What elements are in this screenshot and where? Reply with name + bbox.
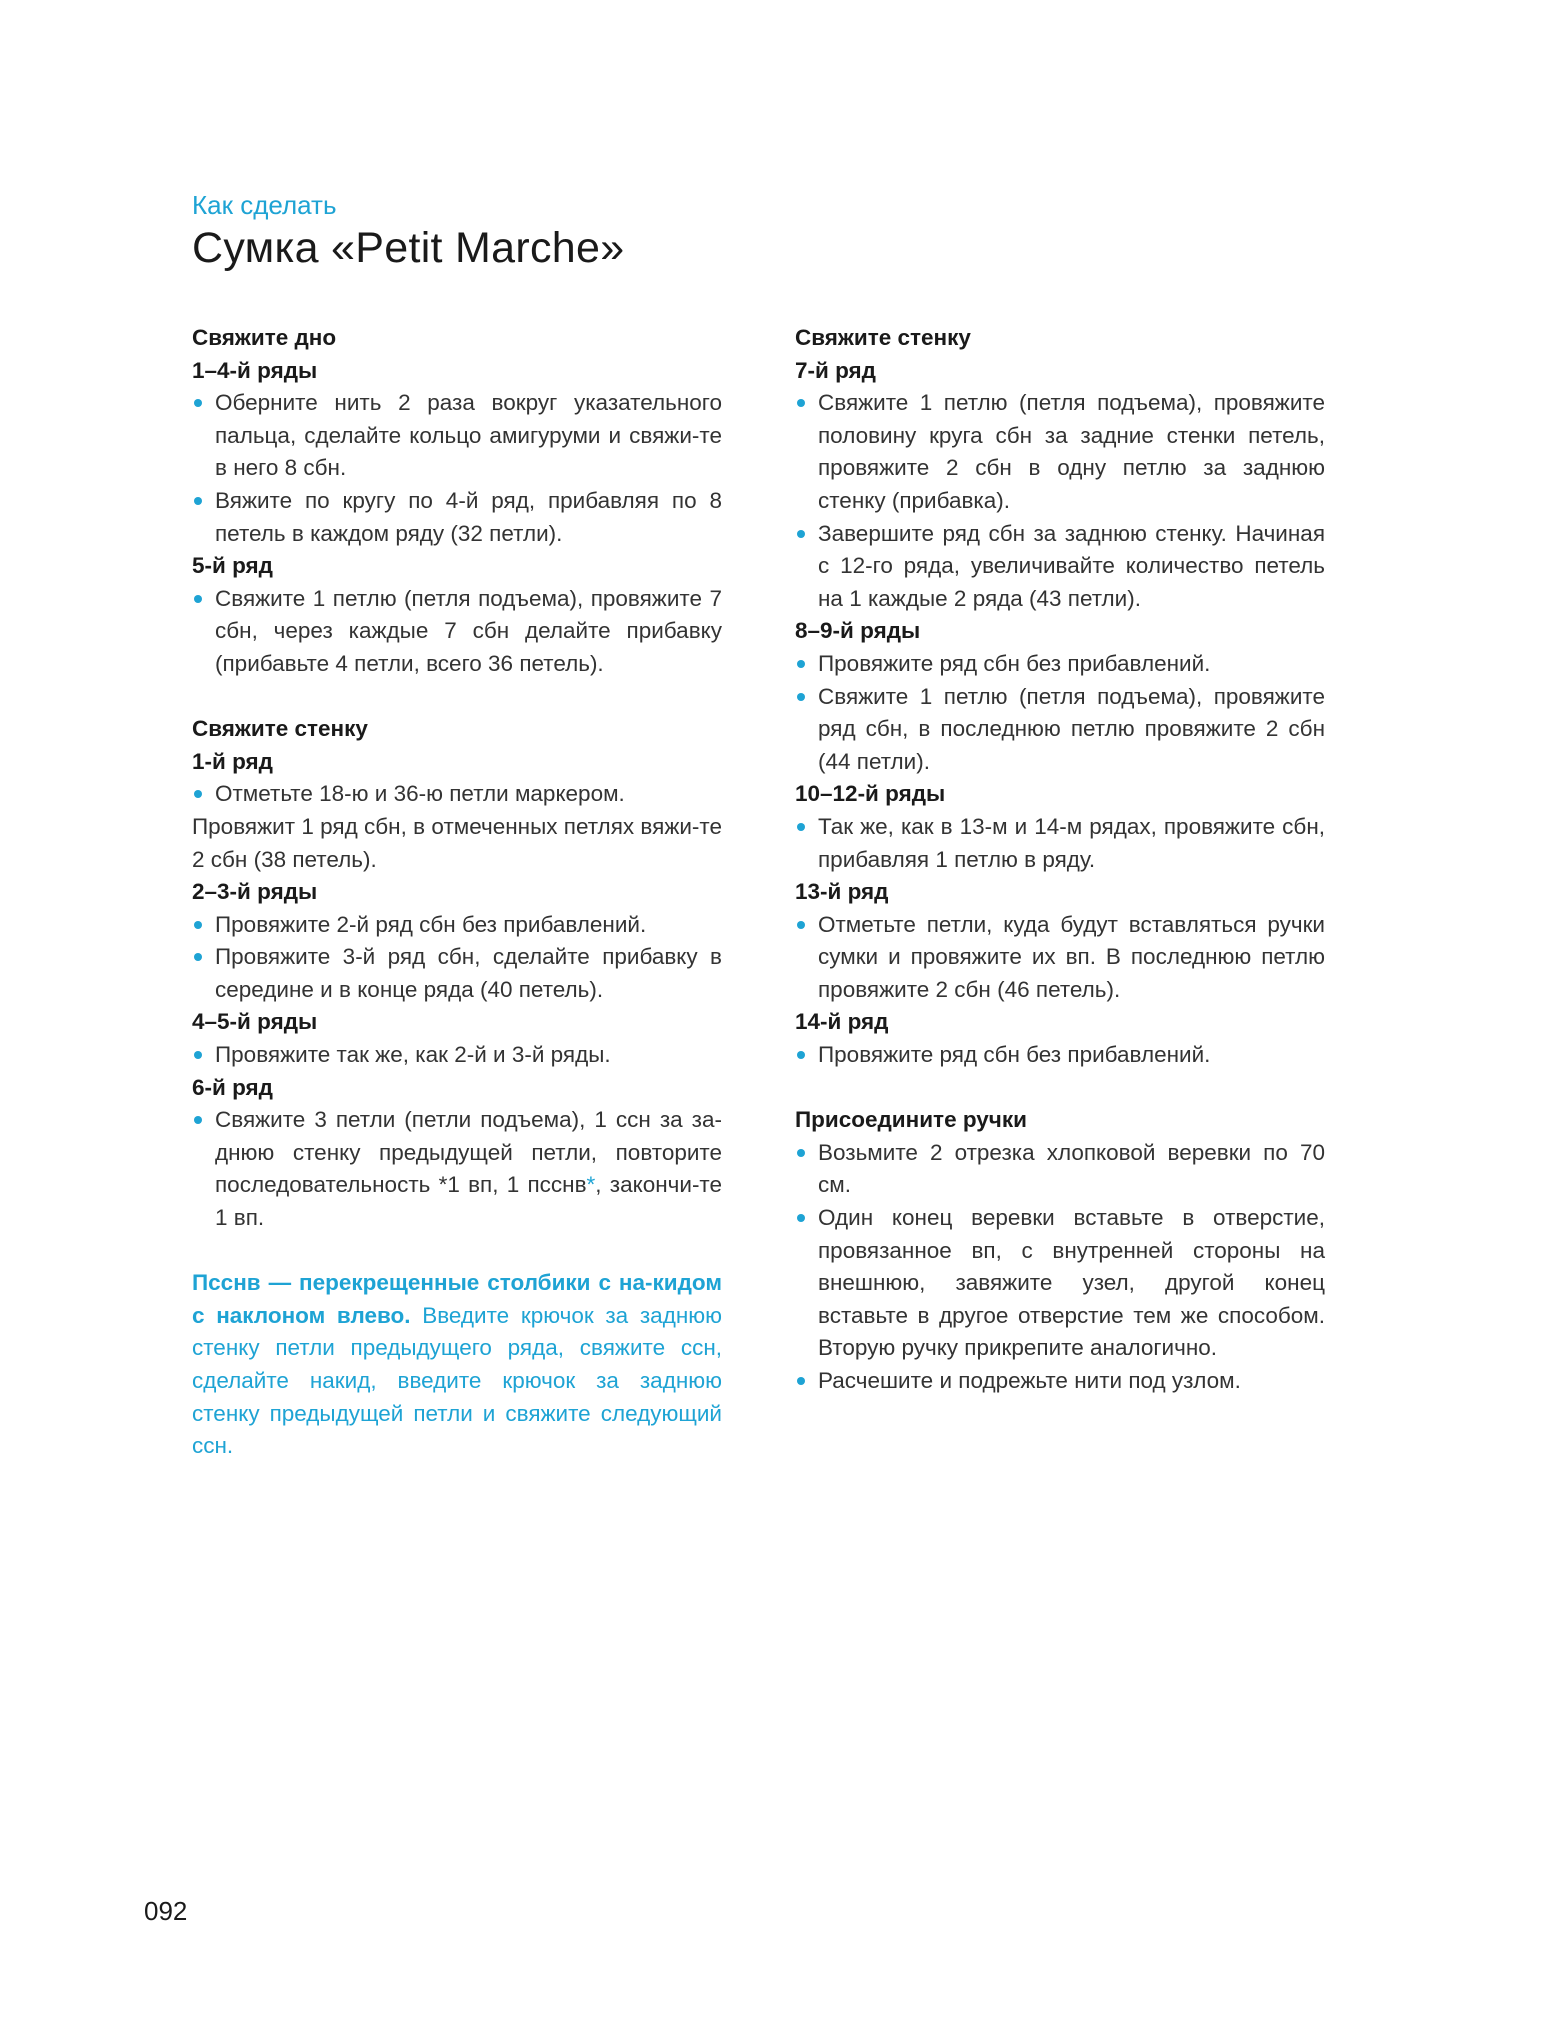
list-item-text: , закончи-те 1 вп.	[215, 1172, 722, 1231]
instruction-list	[795, 648, 1325, 778]
row-title: 6-й ряд	[192, 1074, 273, 1100]
instruction-list	[192, 778, 722, 811]
list-item: Свяжите 1 петлю (петля подъема), провяжите половину круга сбн за задние стенки петель, провяжите 2 сбн в одну петлю за заднюю стенку (прибавка).	[795, 387, 1325, 517]
row-title: 5-й ряд	[192, 553, 273, 579]
list-item: Отметьте петли, куда будут вставляться ручки сумки и провяжите их вп. В последнюю петлю провяжите 2 сбн (46 петель).	[795, 909, 1325, 1007]
list-item: Вяжите по кругу по 4-й ряд, прибавляя по 8 петель в каждом ряду (32 петли).	[192, 485, 722, 550]
section-heading-bottom: Свяжите дно	[192, 325, 337, 350]
instruction-list	[795, 1039, 1325, 1072]
row-title: 1–4-й ряды	[192, 357, 318, 383]
list-item: Один конец веревки вставьте в отверстие, провязанное вп, с внутренней стороны на внешнюю, завяжите узел, другой конец вставьте в другое отверстие тем же способом. Вторую ручку прикрепите аналогично.	[795, 1202, 1325, 1365]
stitch-note-text: Введите крючок за заднюю стенку петли предыдущего ряда, свяжите ссн, сделайте накид, введите крючок за заднюю стенку предыдущей петли и свяжите следующий ссн.	[192, 1302, 722, 1459]
row-title: 8–9-й ряды	[795, 618, 921, 644]
right-column	[795, 322, 1325, 1398]
left-column	[192, 322, 722, 1463]
instruction-list	[192, 1039, 722, 1072]
instruction-list	[795, 1137, 1325, 1398]
instruction-list	[192, 387, 722, 550]
section-heading-wall: Свяжите стенку	[795, 325, 971, 350]
list-item-text: Свяжите 3 петли (петли подъема), 1 ссн за за-днюю стенку предыдущей петли, повторите последовательность *1 вп, 1 псснв	[215, 1107, 722, 1198]
row-title: 1-й ряд	[192, 748, 273, 774]
instruction-paragraph: Провяжит 1 ряд сбн, в отмеченных петлях вяжи-те 2 сбн (38 петель).	[192, 813, 722, 872]
list-item: Свяжите 1 петлю (петля подъема), провяжите 7 сбн, через каждые 7 сбн делайте прибавку (прибавьте 4 петли, всего 36 петель).	[192, 583, 722, 681]
list-item: Так же, как в 13-м и 14-м рядах, провяжите сбн, прибавляя 1 петлю в ряду.	[795, 811, 1325, 876]
section-kicker: Как сделать	[192, 190, 337, 220]
stitch-note	[192, 1267, 722, 1463]
list-item: Возьмите 2 отрезка хлопковой веревки по 70 см.	[795, 1137, 1325, 1202]
page-number: 092	[144, 1896, 188, 1926]
spacer	[192, 681, 722, 714]
stitch-note-term: Псснв — перекрещенные столбики с на-кидом с наклоном влево.	[192, 1270, 722, 1328]
instruction-list	[192, 1104, 722, 1234]
list-item: Провяжите ряд сбн без прибавлений.	[795, 1039, 1325, 1072]
instruction-list	[192, 583, 722, 681]
spacer	[192, 1235, 722, 1268]
row-title: 13-й ряд	[795, 879, 889, 905]
page-title: Сумка «Petit Marche»	[192, 224, 625, 272]
list-item: Провяжите ряд сбн без прибавлений.	[795, 648, 1325, 681]
instruction-list	[192, 909, 722, 1007]
row-title: 7-й ряд	[795, 357, 876, 383]
row-title: 2–3-й ряды	[192, 879, 318, 905]
footnote-star: *	[586, 1172, 596, 1198]
instruction-list	[795, 909, 1325, 1007]
list-item: Провяжите 2-й ряд сбн без прибавлений.	[192, 909, 722, 942]
list-item	[192, 1104, 722, 1234]
spacer	[795, 1072, 1325, 1105]
list-item: Провяжите так же, как 2-й и 3-й ряды.	[192, 1039, 722, 1072]
list-item: Расчешите и подрежьте нити под узлом.	[795, 1365, 1325, 1398]
list-item: Оберните нить 2 раза вокруг указательного пальца, сделайте кольцо амигуруми и свяжи-те в него 8 сбн.	[192, 387, 722, 485]
section-heading-handles: Присоедините ручки	[795, 1107, 1027, 1133]
list-item: Свяжите 1 петлю (петля подъема), провяжите ряд сбн, в последнюю петлю провяжите 2 сбн (44 петли).	[795, 681, 1325, 779]
instruction-list	[795, 811, 1325, 876]
list-item: Провяжите 3-й ряд сбн, сделайте прибавку в середине и в конце ряда (40 петель).	[192, 941, 722, 1006]
row-title: 10–12-й ряды	[795, 781, 946, 807]
section-heading-wall: Свяжите стенку	[192, 716, 368, 742]
row-title: 14-й ряд	[795, 1009, 889, 1035]
list-item: Отметьте 18-ю и 36-ю петли маркером.	[192, 778, 722, 811]
instruction-list	[795, 387, 1325, 615]
row-title: 4–5-й ряды	[192, 1009, 318, 1035]
list-item: Завершите ряд сбн за заднюю стенку. Начиная с 12-го ряда, увеличивайте количество петель на 1 каждые 2 ряда (43 петли).	[795, 518, 1325, 616]
